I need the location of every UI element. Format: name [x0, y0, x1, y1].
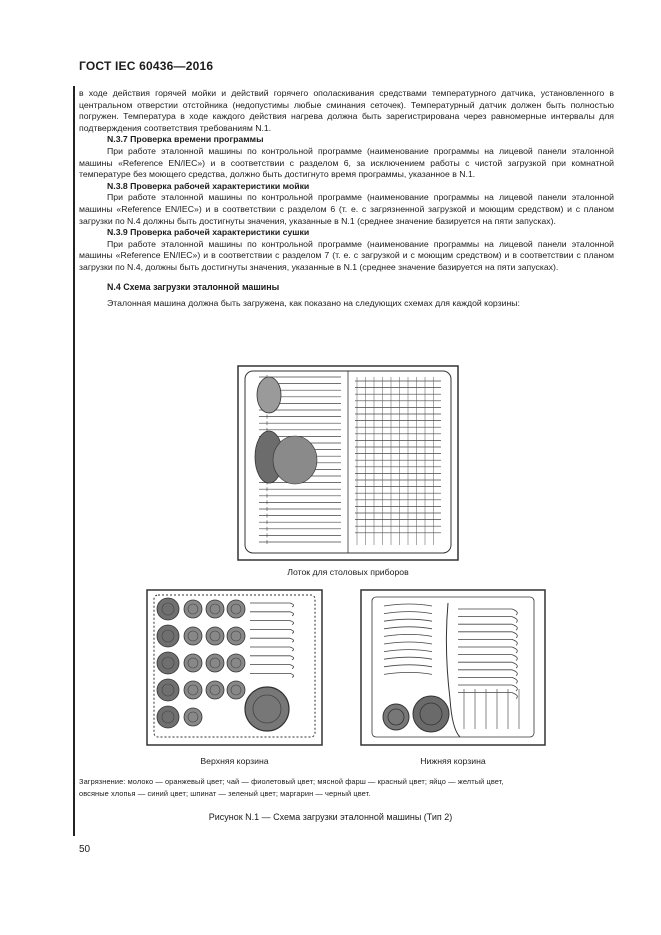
cup-icon	[157, 625, 179, 647]
figure-title: Рисунок N.1 — Схема загрузки эталонной машины (Тип 2)	[208, 812, 453, 822]
cutlery-tray-drawing	[237, 365, 459, 561]
heading-n4: N.4 Схема загрузки эталонной машины	[107, 281, 280, 292]
heading-n37: N.3.7 Проверка времени программы	[107, 134, 264, 145]
cup-icon	[184, 654, 202, 672]
large-bowl-icon	[245, 687, 289, 731]
heading-n38: N.3.8 Проверка рабочей характеристики мойки	[107, 180, 310, 191]
cup-icon	[184, 600, 202, 618]
upper-basket-figure	[146, 589, 323, 746]
cup-icon	[206, 654, 224, 672]
cutlery-tray-figure	[237, 365, 459, 561]
paragraph-n37: При работе эталонной машины по контрольной программе (наименование программы на лицевой панели эталонной машины «Reference EN/IEC») и в соответствии с разделом 6, за исключением работы с чистой загрузкой при комнатной температуре без моющего средства, должно быть достигнуто время программы, указанное в N.1.	[79, 145, 614, 180]
cup-icon	[206, 681, 224, 699]
page-number: 50	[79, 844, 91, 855]
lower-basket-caption: Нижняя корзина	[420, 756, 486, 766]
paragraph-n4: Эталонная машина должна быть загружена, как показано на следующих схемах для каждой корзины:	[107, 298, 520, 309]
legend-line-1: Загрязнение: молоко — оранжевый цвет; чай — фиолетовый цвет; мясной фарш — красный цвет; яйцо — желтый цвет,	[79, 777, 504, 786]
cup-icon	[157, 652, 179, 674]
body-text	[79, 88, 614, 310]
bowl-icon	[383, 704, 409, 730]
lower-basket-figure	[360, 589, 546, 746]
legend-line-2: овсяные хлопья — синий цвет; шпинат — зеленый цвет; маргарин — черный цвет.	[79, 789, 371, 798]
figure-legend	[79, 776, 614, 800]
cup-icon	[184, 681, 202, 699]
large-bowl-icon	[413, 696, 449, 732]
cup-icon	[184, 627, 202, 645]
cup-icon	[227, 627, 245, 645]
heading-n39: N.3.9 Проверка рабочей характеристики сушки	[107, 227, 310, 238]
tray-caption: Лоток для столовых приборов	[287, 567, 409, 577]
cup-icon	[184, 708, 202, 726]
upper-basket-drawing	[146, 589, 323, 746]
cup-icon	[157, 706, 179, 728]
cup-icon	[206, 600, 224, 618]
paragraph-n39: При работе эталонной машины по контрольной программе (наименование программы на лицевой панели эталонной машины «Reference EN/IEC») и в соответствии с разделом 7 (т. е. с загрузкой и с моющим средством) и в соответствии с планом загрузки по N.4, должны быть достигнуты значения, указанные в N.1 (среднее значение базируется на пяти запусках).	[79, 238, 614, 272]
lower-basket-drawing	[360, 589, 546, 746]
margin-rule	[73, 86, 75, 836]
cup-icon	[157, 679, 179, 701]
cup-icon	[206, 627, 224, 645]
paragraph-n38: При работе эталонной машины по контрольной программе (наименование программы на лицевой панели эталонной машины «Reference EN/IEC») и в соответствии с разделом 6 (т. е. с загрязненной загрузкой и моющим средством) и с планом загрузки по N.4 должны быть достигнуты значения, указанные в N.1 (среднее значение базируется на пяти запусках).	[79, 192, 614, 226]
upper-basket-caption: Верхняя корзина	[200, 756, 269, 766]
cup-icon	[227, 600, 245, 618]
cup-icon	[157, 598, 179, 620]
paragraph-intro: в ходе действия горячей мойки и действий горячего ополаскивания средствами температурного датчика, установленного в центральном отверстии отстойника (недопустимы любые сминания сеточек). Температурный датчик должен быть полностью погружен. Температура в ходе каждого действия нагрева должна быть зарегистрирована через равномерные интервалы для подтверждения соответствия требованиям N.1.	[79, 88, 614, 133]
document-header: ГОСТ IEC 60436—2016	[79, 59, 214, 73]
cup-icon	[227, 654, 245, 672]
cup-icon	[227, 681, 245, 699]
